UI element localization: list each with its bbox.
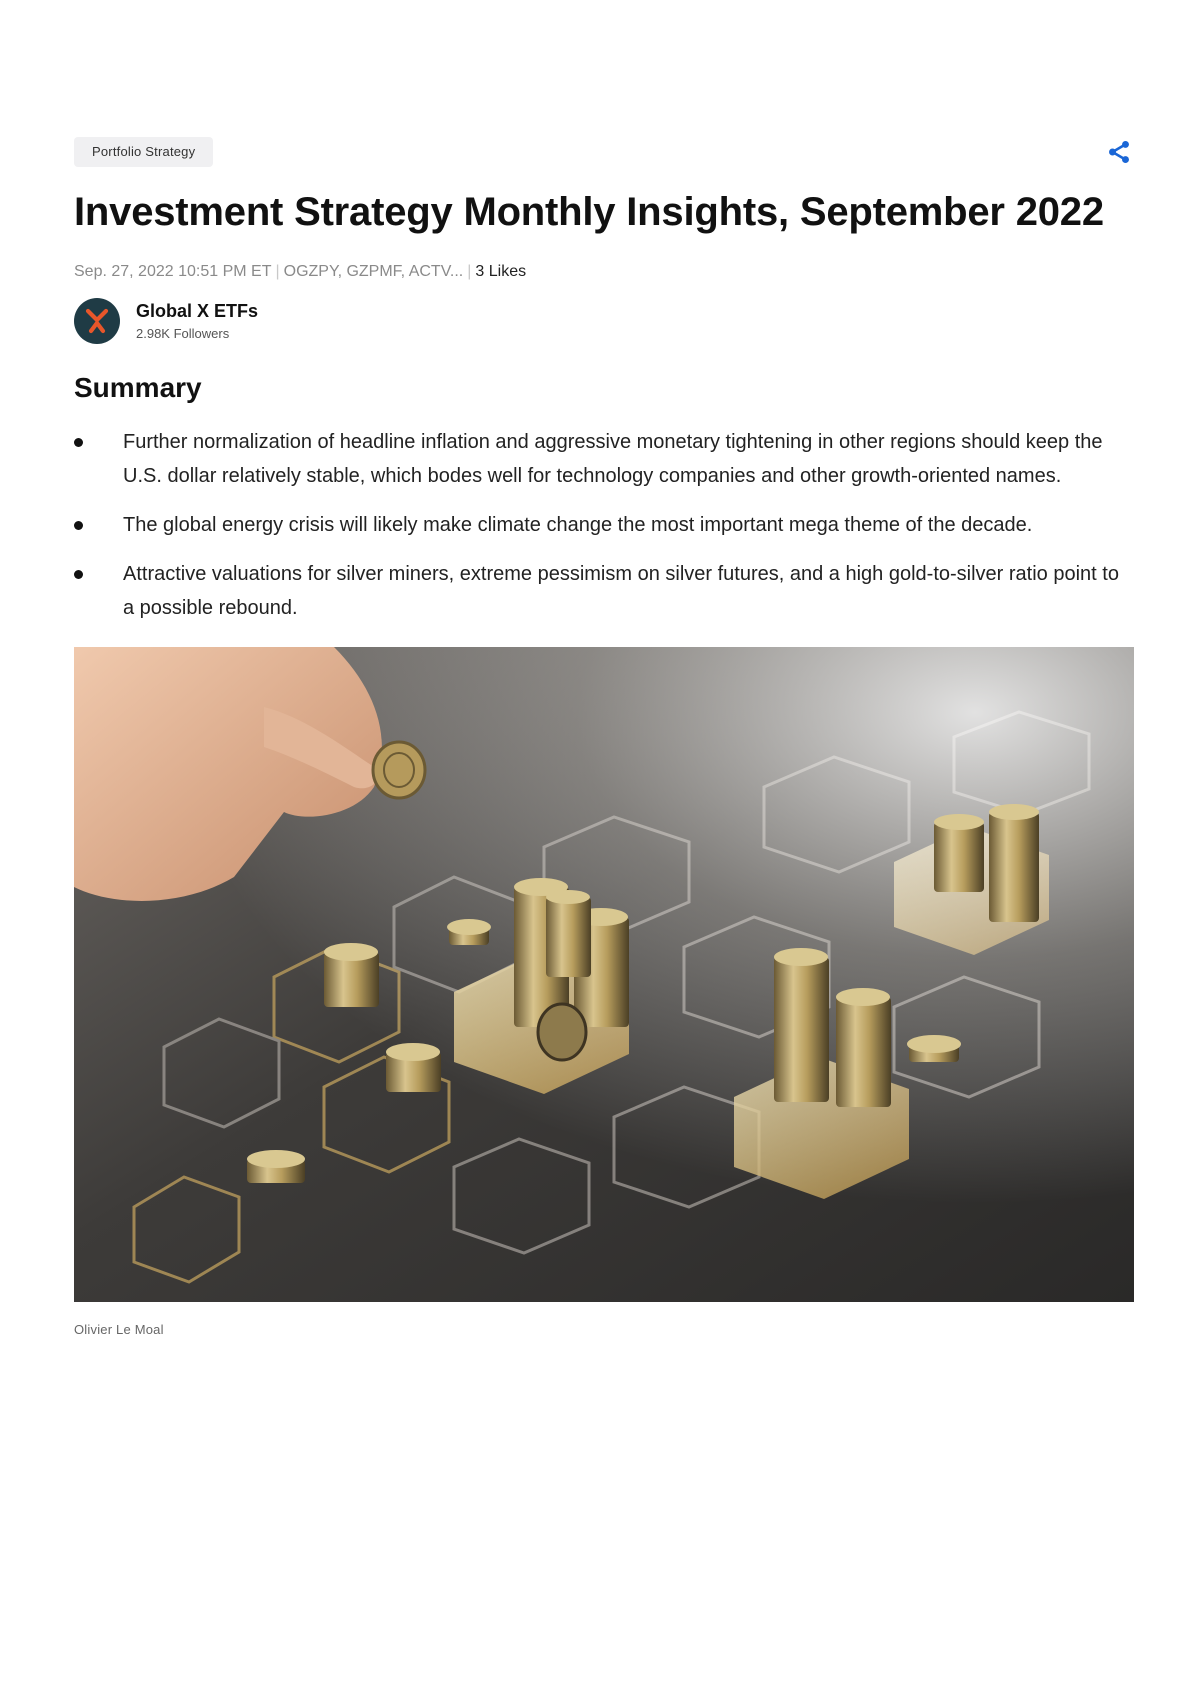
meta-separator: | bbox=[467, 263, 472, 280]
likes-count[interactable]: 3 Likes bbox=[475, 263, 527, 280]
summary-item bbox=[74, 425, 1134, 493]
image-credit: Olivier Le Moal bbox=[74, 1322, 164, 1337]
avatar[interactable] bbox=[74, 298, 120, 344]
summary-list bbox=[74, 425, 1134, 625]
global-x-logo-icon bbox=[82, 306, 112, 336]
author-text bbox=[136, 300, 258, 343]
publish-datetime: Sep. 27, 2022 10:51 PM ET bbox=[74, 263, 272, 280]
summary-item bbox=[74, 557, 1134, 625]
author-followers: 2.98K Followers bbox=[136, 325, 230, 341]
category-tag[interactable]: Portfolio Strategy bbox=[74, 137, 213, 167]
author-name[interactable]: Global X ETFs bbox=[136, 300, 259, 321]
hero-image bbox=[74, 647, 1134, 1302]
author-block bbox=[74, 297, 1134, 345]
summary-item bbox=[74, 508, 1134, 542]
coins-on-hexagon-board-image bbox=[74, 647, 1134, 1302]
share-icon[interactable] bbox=[1104, 137, 1134, 167]
summary-heading: Summary bbox=[74, 372, 202, 403]
summary-item-text: The global energy crisis will likely make climate change the most important mega theme of the decade. bbox=[123, 514, 1033, 536]
bullet-dot bbox=[74, 570, 83, 579]
summary-item-text: Further normalization of headline inflation and aggressive monetary tightening in other regions should keep the U.S. dollar relatively stable, which bodes well for technology companies and other growth-oriented names. bbox=[123, 431, 1103, 487]
header-top-row bbox=[74, 137, 1134, 167]
summary-item-text: Attractive valuations for silver miners, extreme pessimism on silver futures, and a high gold-to-silver ratio point to a possible rebound. bbox=[123, 563, 1119, 619]
bullet-dot bbox=[74, 521, 83, 530]
bullet-dot bbox=[74, 438, 83, 447]
ticker-list[interactable]: OGZPY, GZPMF, ACTV... bbox=[283, 263, 464, 280]
article-title: Investment Strategy Monthly Insights, September 2022 bbox=[74, 190, 1104, 234]
article-header bbox=[74, 137, 1134, 1337]
meta-separator: | bbox=[275, 263, 280, 280]
article-meta bbox=[74, 261, 1134, 283]
